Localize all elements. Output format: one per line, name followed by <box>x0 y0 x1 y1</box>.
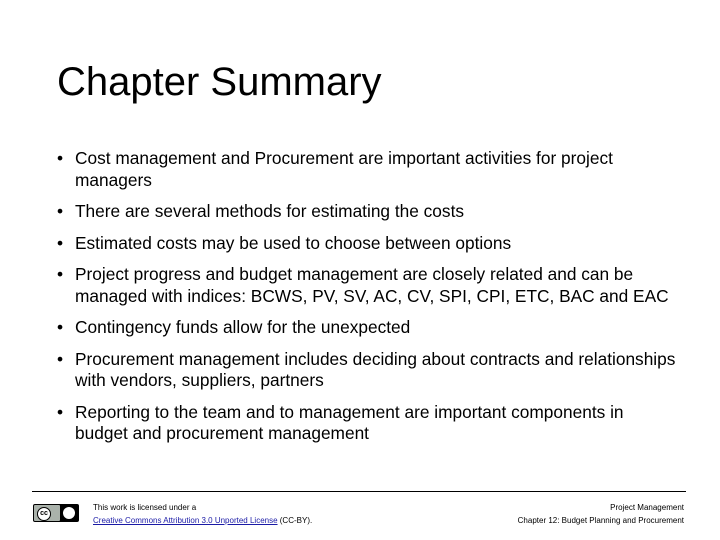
bullet-dot: • <box>57 317 64 337</box>
summary-bullet <box>57 317 677 339</box>
bullet-text: Estimated costs may be used to choose between options <box>75 232 512 253</box>
bullet-text: Project progress and budget management are closely related and can be managed with indices: BCWS, PV, SV, AC, CV, SPI, CPI, ETC, BAC and EAC <box>75 264 669 306</box>
slide-title: Chapter Summary <box>57 60 382 104</box>
bullet-dot: • <box>57 264 64 284</box>
summary-bullet <box>57 201 677 223</box>
cc-license-badge-icon[interactable] <box>33 504 79 522</box>
cc-logo-icon: cc <box>37 507 51 521</box>
bullet-dot: • <box>57 401 64 422</box>
footer-divider <box>32 491 686 492</box>
license-notice <box>93 501 312 527</box>
chapter-title: Chapter 12: Budget Planning and Procurement <box>517 516 684 525</box>
summary-bullet <box>57 148 677 191</box>
cc-badge-panel <box>34 505 60 521</box>
attribution-person-icon <box>63 507 75 519</box>
bullet-text: Contingency funds allow for the unexpected <box>75 317 411 337</box>
bullet-text: Procurement management includes deciding about contracts and relationships with vendors, suppliers, partners <box>75 348 676 390</box>
course-title: Project Management <box>610 503 684 512</box>
bullet-dot: • <box>57 148 64 168</box>
license-prefix: This work is licensed under a <box>93 503 197 512</box>
bullet-text: There are several methods for estimating the costs <box>75 201 465 221</box>
license-suffix: (CC-BY). <box>277 516 313 525</box>
license-link[interactable]: Creative Commons Attribution 3.0 Unported License <box>93 516 278 525</box>
course-info <box>518 501 684 527</box>
bullet-dot: • <box>57 348 64 369</box>
bullet-dot: • <box>57 201 64 221</box>
bullet-text: Cost management and Procurement are important activities for project managers <box>75 148 613 190</box>
summary-bullet-list <box>57 148 677 455</box>
summary-bullet <box>57 349 677 392</box>
summary-bullet <box>57 402 677 445</box>
summary-bullet <box>57 264 677 307</box>
license-line <box>93 514 312 527</box>
bullet-dot: • <box>57 232 64 253</box>
bullet-text: Reporting to the team and to management are important components in budget and procurement management <box>75 401 624 443</box>
summary-bullet <box>57 233 677 255</box>
